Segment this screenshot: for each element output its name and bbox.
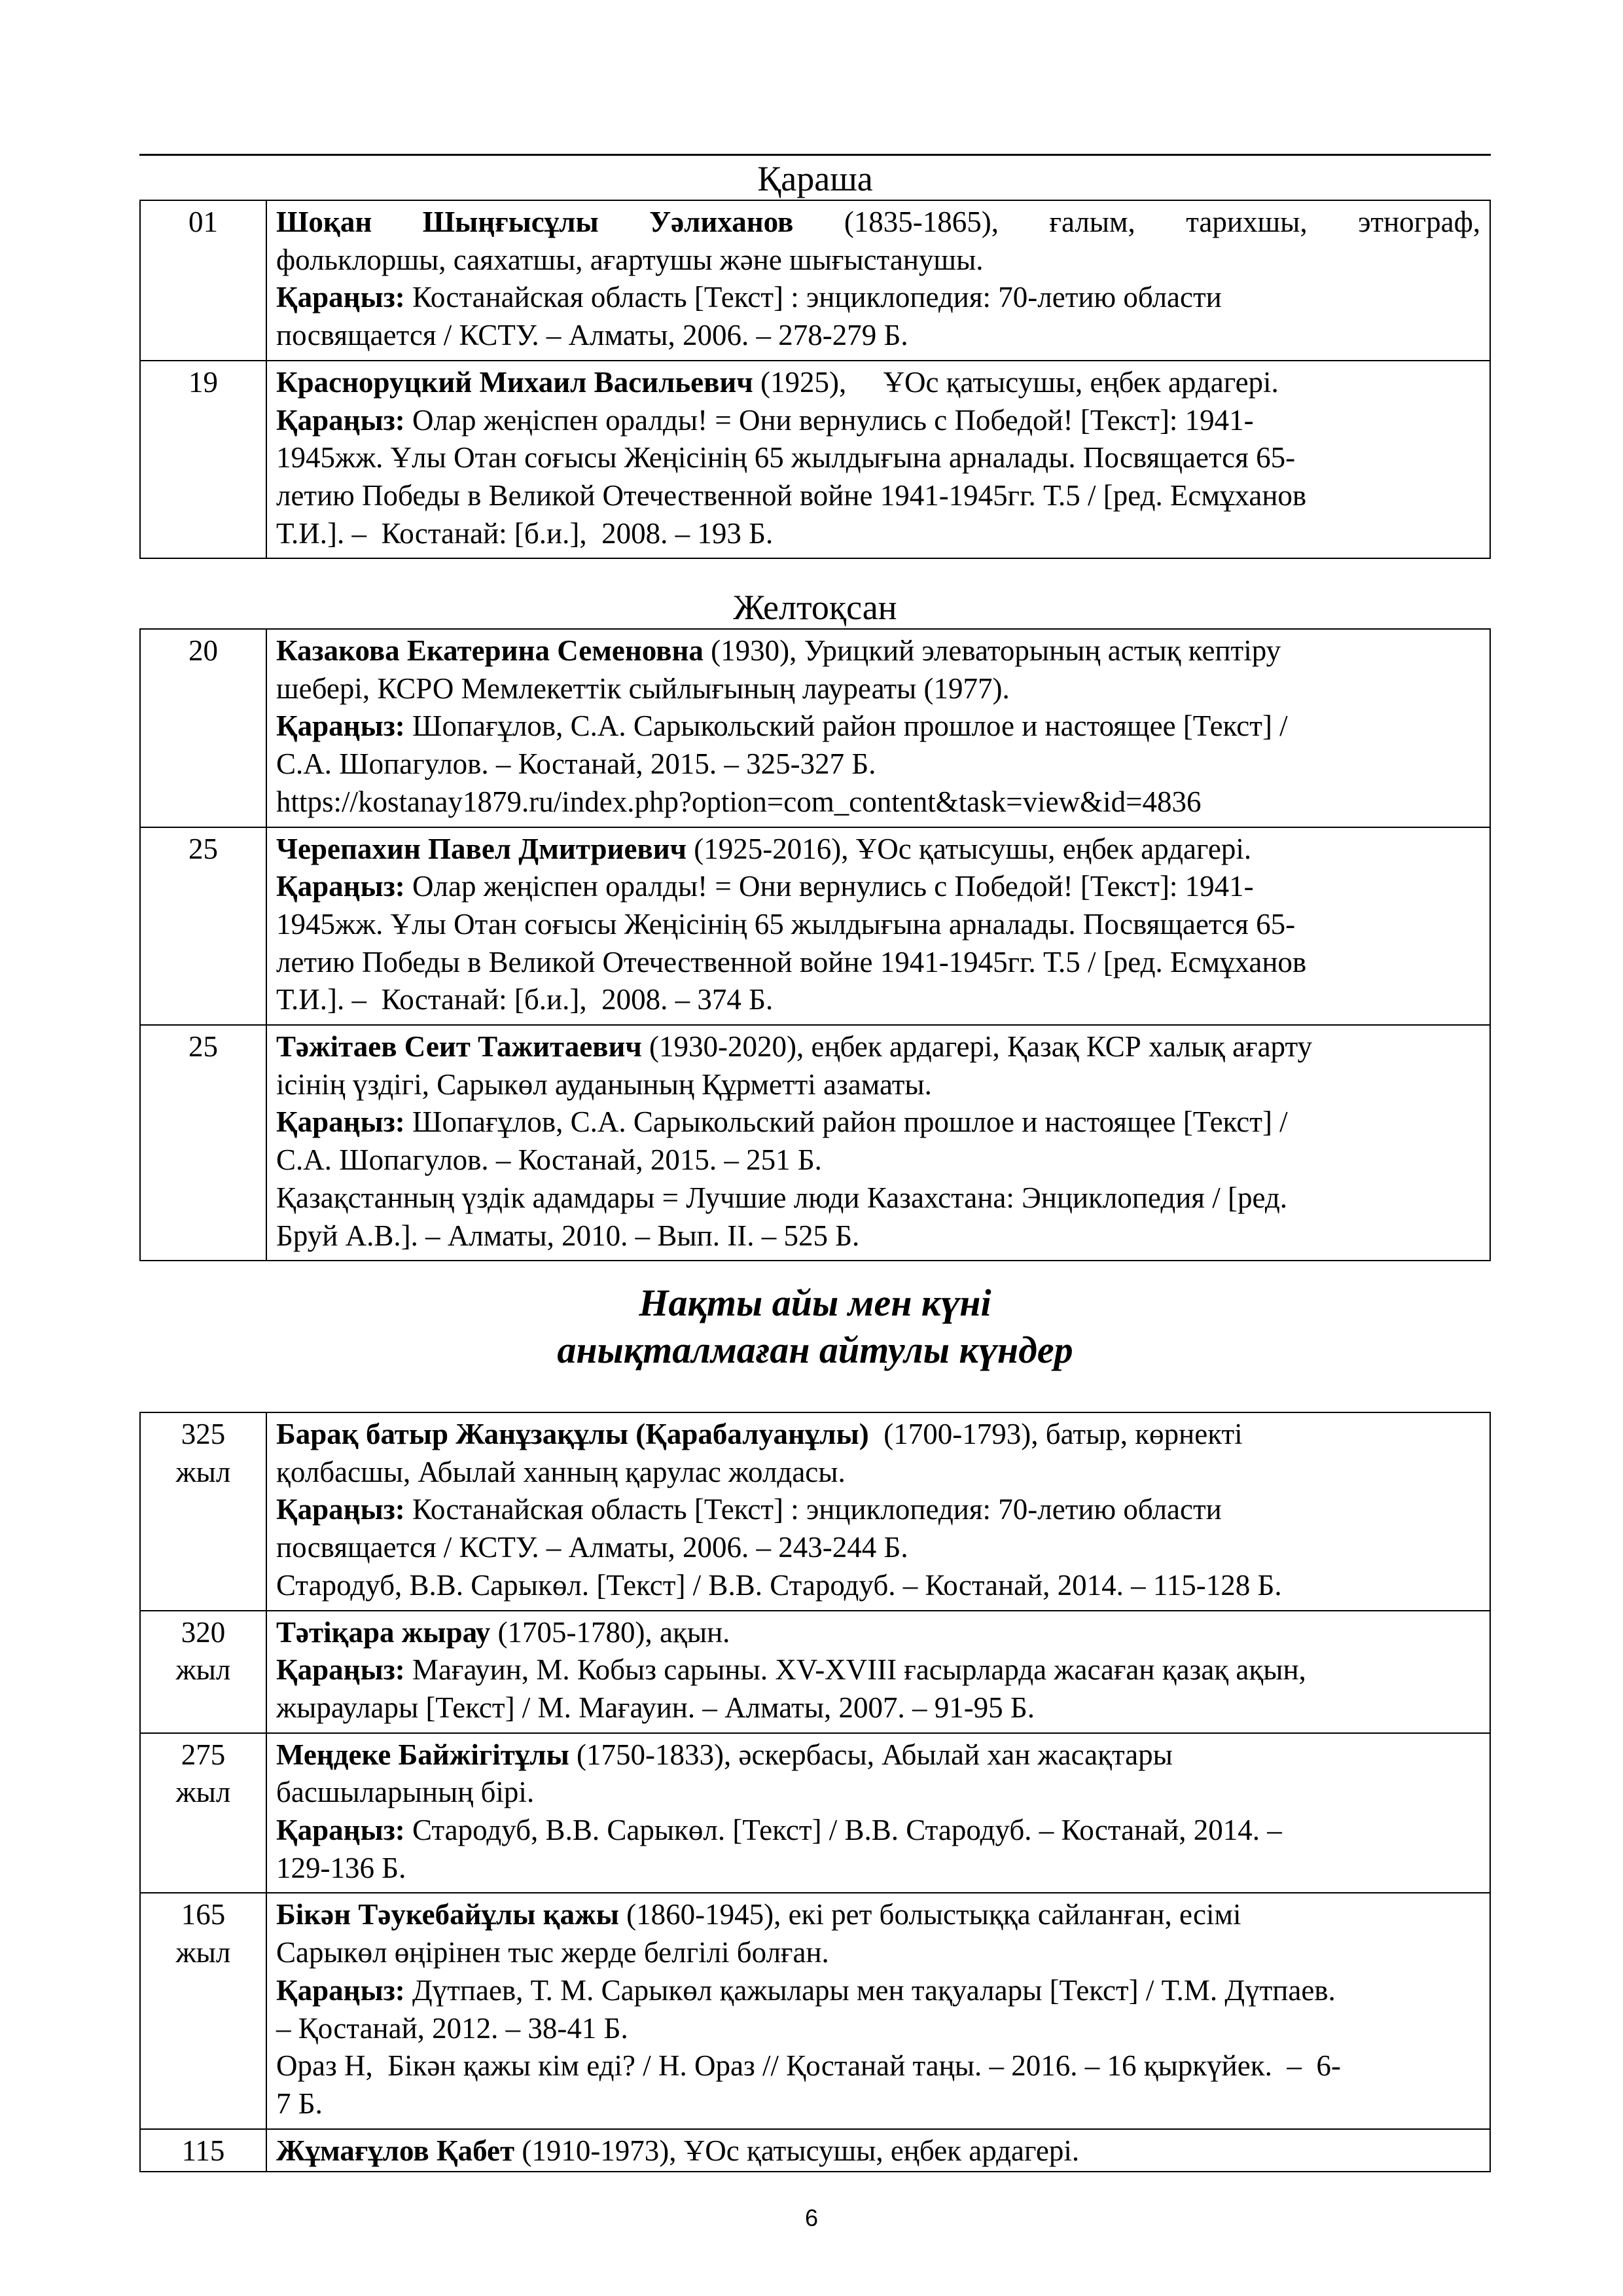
- entry-line: Стародуб, В.В. Сарыкөл. [Текст] / В.В. Стародуб. – Костанай, 2014. – 115-128 Б.: [276, 1568, 1282, 1602]
- table-row: [140, 1733, 1490, 1893]
- section-heading-line2: анықталмаған айтулы күндер: [557, 1329, 1073, 1371]
- entry-line: Қараңыз: Олар жеңіспен оралды! = Они вернулись с Победой! [Текст]: 1941-: [276, 403, 1254, 437]
- see-label: Қараңыз:: [276, 1814, 405, 1847]
- entry-line: Қараңыз: Шопағұлов, С.А. Сарыкольский район прошлое и настоящее [Текст] /: [276, 1105, 1288, 1139]
- anniversary-cell: [140, 1611, 266, 1733]
- entry-cell: [266, 361, 1490, 559]
- entry-cell: [266, 1733, 1490, 1893]
- anniversary-cell: [140, 1733, 266, 1893]
- anniversary-cell: [140, 1893, 266, 2128]
- anniversary-years: 325: [181, 1418, 226, 1450]
- anniversary-unit: жыл: [175, 1936, 231, 1969]
- entry-line: Жұмағұлов Қабет (1910-1973), ҰОс қатысушы, еңбек ардагері.: [276, 2134, 1080, 2167]
- entry-line: Қараңыз: Дүтпаев, Т. М. Сарыкөл қажылары мен тақуалары [Текст] / Т.М. Дүтпаев.: [276, 1973, 1336, 2007]
- month-title-december: Желтоқсан: [733, 588, 897, 627]
- entry-cell: [266, 827, 1490, 1026]
- person-name: Меңдеке Байжігітұлы: [276, 1738, 569, 1771]
- person-name: Бікән Тәукебайұлы қажы: [276, 1898, 619, 1931]
- table-row: [140, 1025, 1490, 1261]
- entry-line: басшыларының бірі.: [276, 1776, 535, 1809]
- anniversary-unit: жыл: [175, 1653, 231, 1687]
- entry-line: ісінің үздігі, Сарыкөл ауданының Құрметті азаматы.: [276, 1067, 932, 1101]
- entry-line: С.А. Шопагулов. – Костанай, 2015. – 251 Б.: [276, 1143, 822, 1177]
- entry-line: Т.И.]. – Костанай: [б.и.], 2008. – 374 Б.: [276, 983, 774, 1016]
- entry-line: летию Победы в Великой Отечественной войне 1941-1945гг. Т.5 / [ред. Есмұханов: [276, 945, 1307, 978]
- entry-line: Красноруцкий Михаил Васильевич (1925), ҰОс қатысушы, еңбек ардагері.: [276, 365, 1279, 399]
- table-december: [139, 628, 1491, 1261]
- table-row: [140, 1611, 1490, 1733]
- date-cell: 20: [140, 629, 266, 827]
- table-row: [140, 200, 1490, 361]
- entry-line: посвящается / КСТУ. – Алматы, 2006. – 278-279 Б.: [276, 319, 908, 352]
- table-row: [140, 1412, 1490, 1611]
- see-label: Қараңыз:: [276, 1653, 405, 1687]
- table-november: [139, 200, 1491, 559]
- entry-line: Бікән Тәукебайұлы қажы (1860-1945), екі рет болыстыққа сайланған, есімі: [276, 1898, 1241, 1931]
- entry-line: 129-136 Б.: [276, 1851, 406, 1884]
- person-name: Жұмағұлов Қабет: [276, 2134, 515, 2167]
- entry-line: Шоқан Шыңғысұлы Уәлиханов (1835-1865), ғалым, тарихшы, этнограф,: [276, 206, 1480, 238]
- entry-cell: [266, 1025, 1490, 1261]
- person-name: Шоқан Шыңғысұлы Уәлиханов: [276, 206, 794, 238]
- entry-line: Черепахин Павел Дмитриевич (1925-2016), ҰОс қатысушы, еңбек ардагері.: [276, 832, 1252, 865]
- entry-line: С.А. Шопагулов. – Костанай, 2015. – 325-327 Б.: [276, 747, 876, 781]
- anniversary-unit: жыл: [175, 1776, 231, 1809]
- person-name: Красноруцкий Михаил Васильевич: [276, 365, 753, 399]
- entry-cell: [266, 1412, 1490, 1611]
- person-name: Барақ батыр Жанұзақұлы (Қарабалуанұлы): [276, 1418, 869, 1450]
- entry-line: фольклоршы, саяхатшы, ағартушы және шығыстанушы.: [276, 243, 984, 276]
- date-cell: 01: [140, 200, 266, 361]
- entry-line: Сарыкөл өңірінен тыс жерде белгілі болған.: [276, 1936, 829, 1969]
- entry-line: посвящается / КСТУ. – Алматы, 2006. – 243-244 Б.: [276, 1531, 908, 1564]
- entry-line: Қараңыз: Костанайская область [Текст] : энциклопедия: 70-летию области: [276, 1493, 1222, 1526]
- entry-line: Меңдеке Байжігітұлы (1750-1833), әскербасы, Абылай хан жасақтары: [276, 1738, 1173, 1771]
- entry-line: Барақ батыр Жанұзақұлы (Қарабалуанұлы) (1700-1793), батыр, көрнекті: [276, 1418, 1243, 1450]
- entry-line: қолбасшы, Абылай ханның қарулас жолдасы.: [276, 1455, 846, 1488]
- entry-line: шебері, КСРО Мемлекеттік сыйлығының лауреаты (1977).: [276, 672, 1010, 705]
- entry-line: 1945жж. Ұлы Отан соғысы Жеңісінің 65 жылдығына арналады. Посвящается 65-: [276, 907, 1296, 941]
- person-name: Черепахин Павел Дмитриевич: [276, 832, 687, 865]
- date-cell: 25: [140, 827, 266, 1026]
- entry-cell: [266, 1611, 1490, 1733]
- date-cell: 25: [140, 1025, 266, 1261]
- table-undated: [139, 1412, 1491, 2172]
- see-label: Қараңыз:: [276, 709, 405, 743]
- entry-line: – Қостанай, 2012. – 38-41 Б.: [276, 2011, 628, 2045]
- entry-line: Казакова Екатерина Семеновна (1930), Урицкий элеваторының астық кептіру: [276, 634, 1281, 667]
- see-label: Қараңыз:: [276, 1493, 405, 1526]
- month-title-november: Қараша: [757, 159, 873, 198]
- entry-line: Қараңыз: Мағауин, М. Кобыз сарыны. XV-XVIII ғасырларда жасаған қазақ ақын,: [276, 1653, 1306, 1687]
- entry-line: Қараңыз: Шопағұлов, С.А. Сарыкольский район прошлое и настоящее [Текст] /: [276, 709, 1288, 743]
- entry-line: Қараңыз: Олар жеңіспен оралды! = Они вернулись с Победой! [Текст]: 1941-: [276, 870, 1254, 903]
- entry-line: летию Победы в Великой Отечественной войне 1941-1945гг. Т.5 / [ред. Есмұханов: [276, 478, 1307, 512]
- entry-cell: [266, 200, 1490, 361]
- entry-line: Т.И.]. – Костанай: [б.и.], 2008. – 193 Б.: [276, 516, 774, 550]
- anniversary-years: 275: [181, 1738, 226, 1771]
- date-cell: 19: [140, 361, 266, 559]
- entry-cell: [266, 629, 1490, 827]
- entry-line: Тәжітаев Сеит Тажитаевич (1930-2020), еңбек ардагері, Қазақ КСР халық ағарту: [276, 1030, 1313, 1064]
- entry-line: Қараңыз: Костанайская область [Текст] : энциклопедия: 70-летию области: [276, 281, 1222, 314]
- source-link[interactable]: https://kostanay1879.ru/index.php?option=com_content&task=view&id=4836: [276, 785, 1202, 818]
- entry-line: 7 Б.: [276, 2087, 323, 2120]
- see-label: Қараңыз:: [276, 870, 405, 903]
- table-row: [140, 1893, 1490, 2128]
- see-label: Қараңыз:: [276, 1973, 405, 2007]
- table-row: [140, 629, 1490, 827]
- table-row: [140, 2129, 1490, 2172]
- anniversary-cell: [140, 2129, 266, 2172]
- person-name: Тәтіқара жырау: [276, 1615, 491, 1649]
- anniversary-years: 165: [181, 1898, 226, 1931]
- entry-line: Бруй А.В.]. – Алматы, 2010. – Вып. II. – 525 Б.: [276, 1219, 860, 1252]
- entry-cell: [266, 2129, 1490, 2172]
- entry-line: Қазақстанның үздік адамдары = Лучшие люди Казахстана: Энциклопедия / [ред.: [276, 1181, 1288, 1214]
- see-label: Қараңыз:: [276, 281, 405, 314]
- table-row: [140, 361, 1490, 559]
- see-label: Қараңыз:: [276, 403, 405, 437]
- entry-line: Ораз Н, Бікән қажы кім еді? / Н. Ораз // Қостанай таңы. – 2016. – 16 қыркүйек. – 6-: [276, 2049, 1341, 2083]
- entry-line: жыраулары [Текст] / М. Мағауин. – Алматы, 2007. – 91-95 Б.: [276, 1691, 1035, 1724]
- page-number: 6: [804, 2204, 819, 2231]
- person-name: Тәжітаев Сеит Тажитаевич: [276, 1030, 642, 1064]
- person-name: Казакова Екатерина Семеновна: [276, 634, 704, 667]
- table-row: [140, 827, 1490, 1026]
- entry-line: Қараңыз: Стародуб, В.В. Сарыкөл. [Текст] / В.В. Стародуб. – Костанай, 2014. –: [276, 1814, 1282, 1847]
- section-heading-line1: Нақты айы мен күні: [639, 1282, 991, 1324]
- anniversary-years: 320: [181, 1615, 226, 1649]
- anniversary-cell: [140, 1412, 266, 1611]
- anniversary-years: 115: [181, 2134, 225, 2167]
- header-rule: [139, 154, 1491, 156]
- anniversary-unit: жыл: [175, 1455, 231, 1488]
- entry-cell: [266, 1893, 1490, 2128]
- see-label: Қараңыз:: [276, 1105, 405, 1139]
- entry-line: 1945жж. Ұлы Отан соғысы Жеңісінің 65 жылдығына арналады. Посвящается 65-: [276, 441, 1296, 475]
- entry-line: Тәтіқара жырау (1705-1780), ақын.: [276, 1615, 730, 1649]
